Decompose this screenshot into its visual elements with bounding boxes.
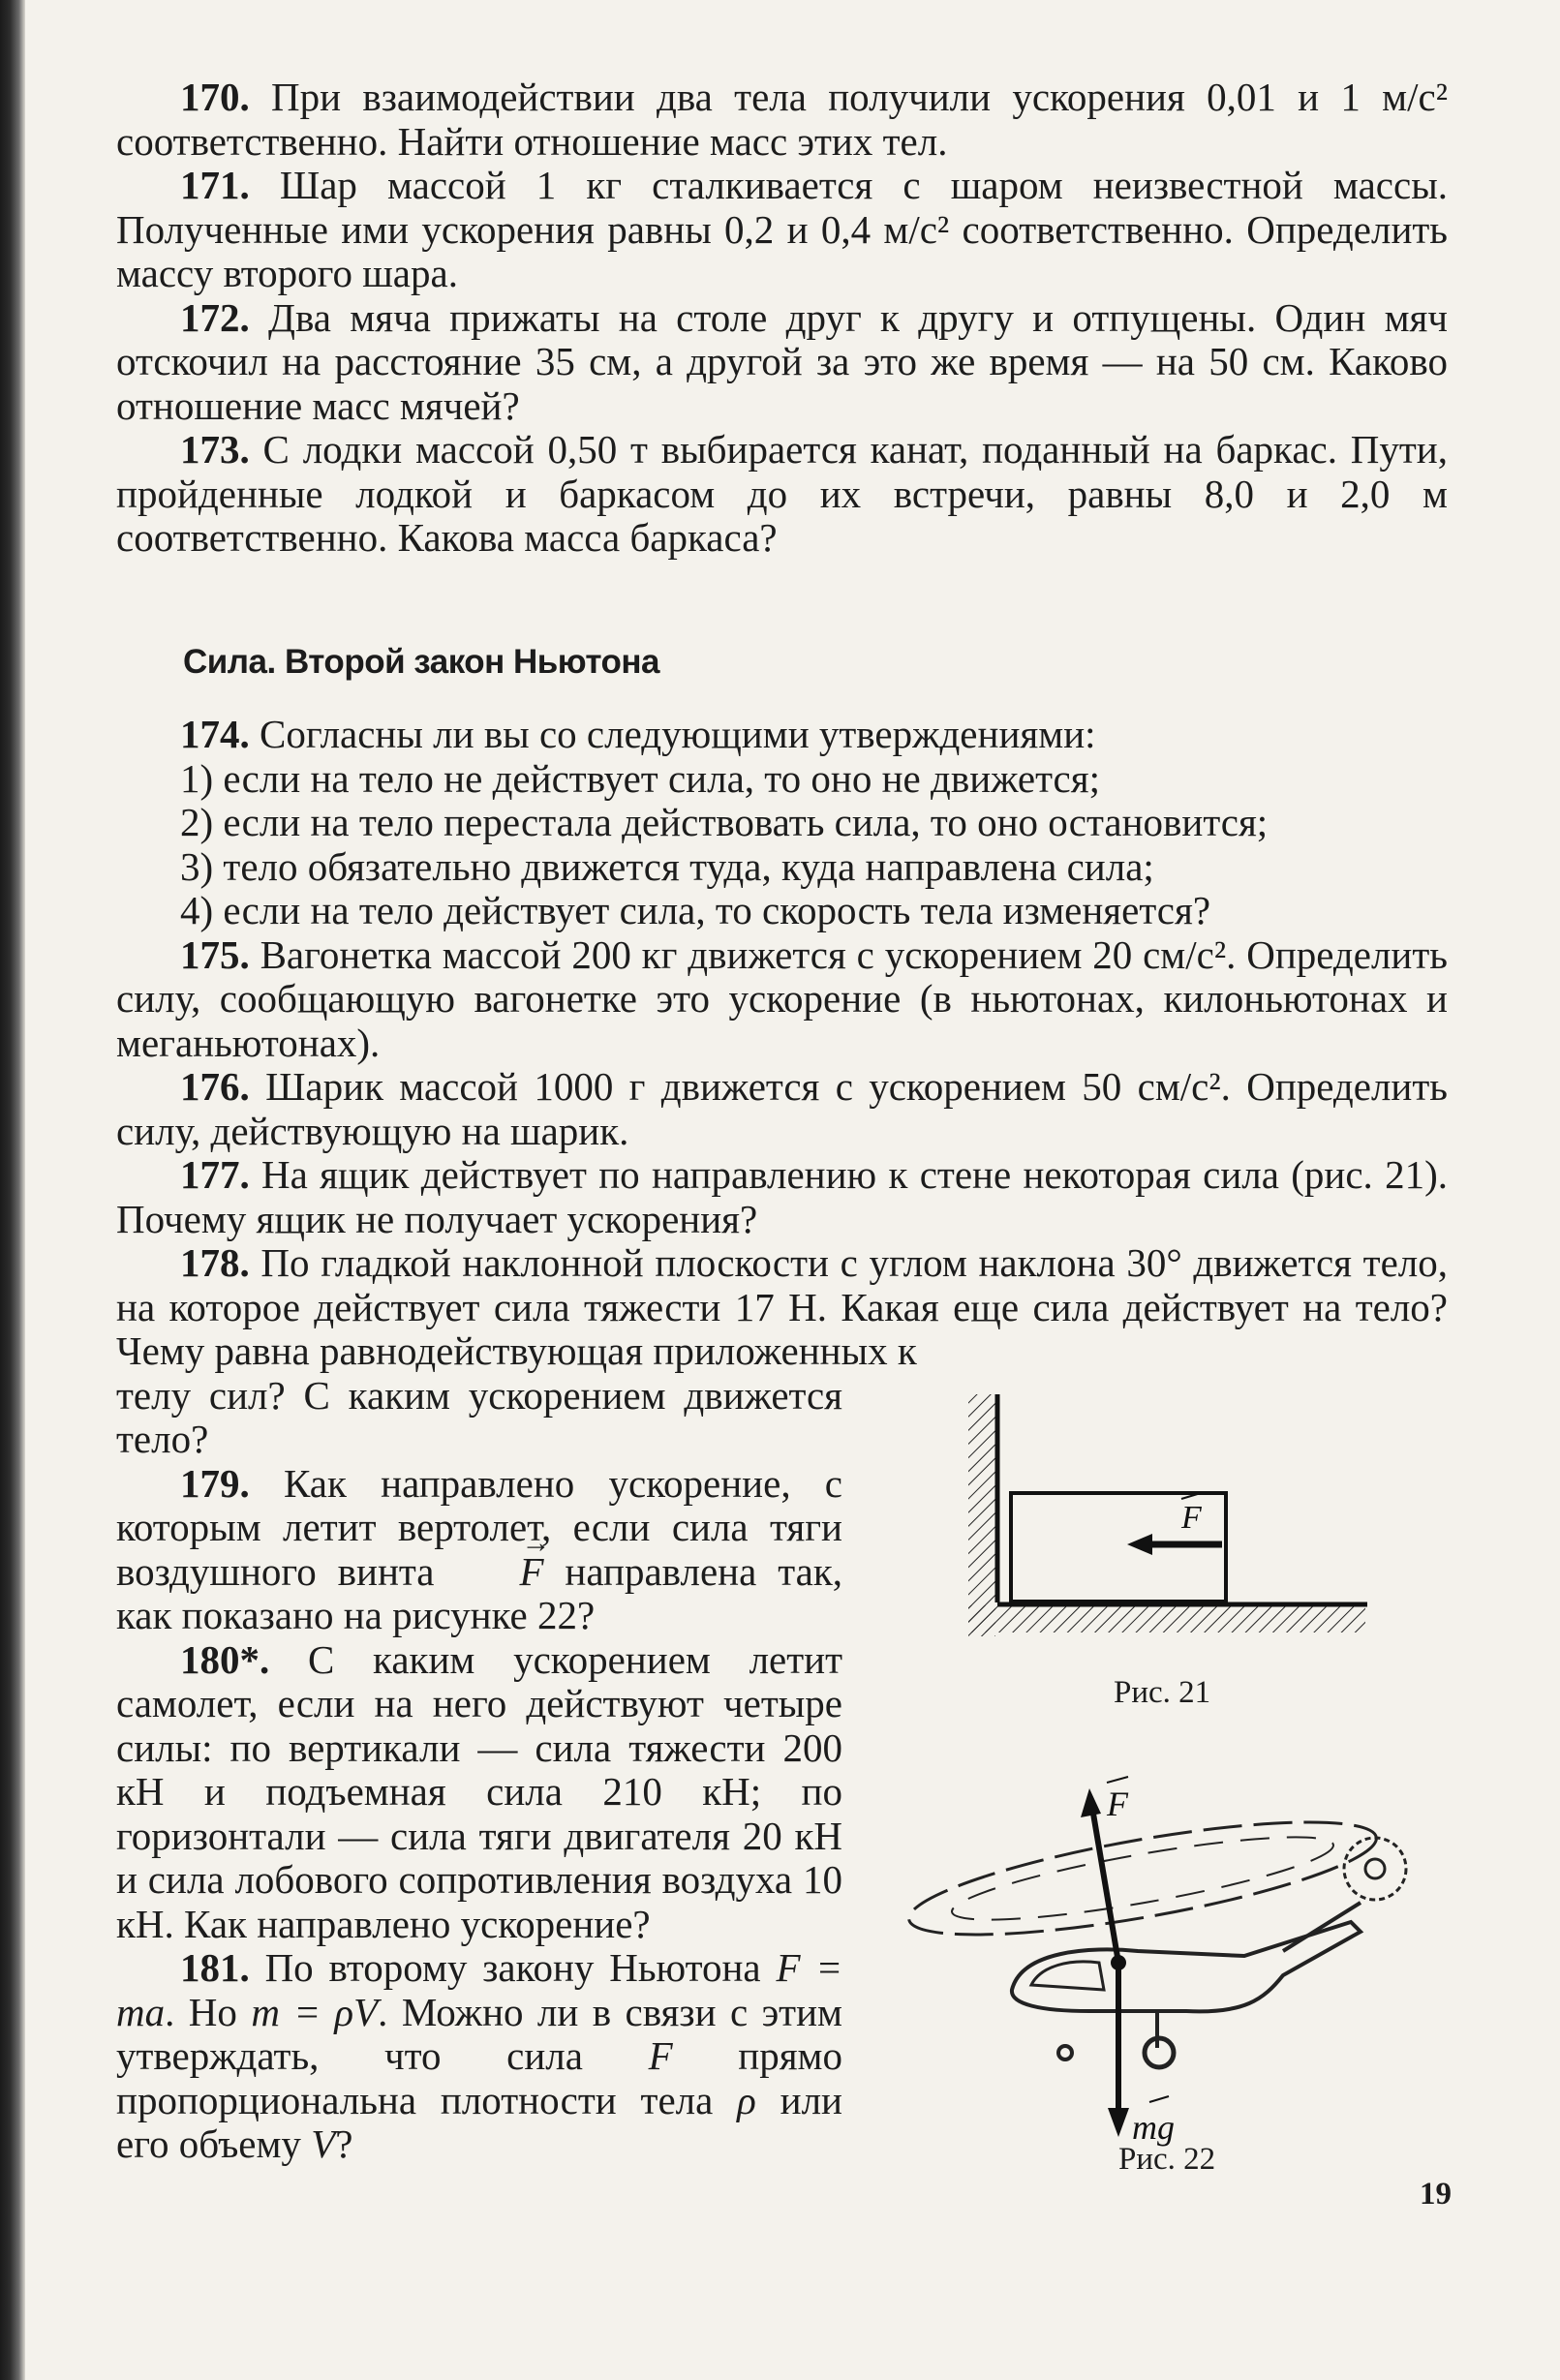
problem-174-item: 2) если на тело перестала действовать сила, то оно остановится;: [180, 800, 1269, 844]
tail-rotor-hub: [1365, 1859, 1385, 1878]
figure-21-caption: Рис. 21: [1114, 1675, 1211, 1710]
figure-22: [896, 1757, 1477, 2174]
floor-hatching: [968, 1605, 1365, 1632]
tail-rotor: [1344, 1838, 1406, 1900]
force-vector-symbol: → F: [455, 1550, 543, 1595]
problem-172: 172. Два мяча прижаты на столе друг к другу и отпущены. Один мяч отскочил на расстояние 35 см, а другой за это же время — на 50 см. Каково отношение масс мячей?: [116, 294, 1448, 428]
problem-176: 176. Шарик массой 1000 г движется с ускорением 50 см/с². Определить силу, действующую на шарик.: [116, 1064, 1448, 1153]
force-arrowhead: [1127, 1534, 1152, 1555]
problem-174: 174. Согласны ли вы со следующими утверждениями:: [180, 712, 1096, 756]
wall-hatching: [968, 1394, 995, 1636]
problem-173: 173. С лодки массой 0,50 т выбирается канат, поданный на баркас. Пути, пройденные лодкой и баркасом до их встречи, равны 8,0 и 2,0 м соответственно. Какова масса баркаса?: [116, 427, 1448, 560]
tail-boom: [1283, 1903, 1361, 1951]
force-label: F: [1181, 1500, 1202, 1536]
gravity-label: mg: [1132, 2108, 1175, 2147]
problem-170: 170. При взаимодействии два тела получили ускорения 0,01 и 1 м/с² соответственно. Найти отношение масс этих тел.: [116, 75, 1448, 164]
thrust-vector: [1092, 1808, 1118, 1963]
thrust-label: F: [1107, 1785, 1128, 1823]
figure-21: [959, 1385, 1385, 1656]
problem-174-item: 3) тело обязательно движется туда, куда направлена сила;: [180, 843, 1154, 889]
problem-180: 180*. С каким ускорением летит самолет, если на него действуют четыре силы: по вертикали — сила тяжести 200 кН и подъемная сила 210 кН; по горизонтали — сила тяги двигателя 20 кН и сила лобового сопротивления воздуха 10 кН. Как направлено ускорение?: [116, 1636, 842, 1946]
section-heading: Сила. Второй закон Ньютона: [183, 642, 659, 681]
gravity-label-bar: [1149, 2096, 1169, 2102]
cockpit: [1031, 1962, 1104, 1990]
problem-178-continued: телу сил? С каким ускорением движется тело?: [116, 1372, 842, 1461]
problem-178: 178. По гладкой наклонной плоскости с углом наклона 30° движется тело, на которое действует сила тяжести 17 Н. Какая еще сила действует на тело? Чему равна равнодействующая приложенных к: [116, 1240, 1448, 1373]
problem-174-item: 4) если на тело действует сила, то скорость тела изменяется?: [180, 888, 1211, 932]
wheel-front: [1058, 2046, 1072, 2060]
page-number: 19: [1420, 2177, 1452, 2212]
thrust-label-bar: [1107, 1777, 1128, 1783]
problem-171: 171. Шар массой 1 кг сталкивается с шаром неизвестной массы. Полученные ими ускорения равны 0,2 и 0,4 м/с² соответственно. Определить массу второго шара.: [116, 163, 1448, 295]
problem-174-item: 1) если на тело не действует сила, то оно не движется;: [180, 755, 1100, 801]
problem-177: 177. На ящик действует по направлению к стене некоторая сила (рис. 21). Почему ящик не получает ускорения?: [116, 1152, 1448, 1241]
book-binding-shadow: [0, 0, 25, 2380]
figure-22-caption: Рис. 22: [1118, 2142, 1216, 2177]
problem-179: 179. Как направлено ускорение, с которым летит вертолет, если сила тяги воздушного винта → F направлена так, как показано на рисунке 22?: [116, 1462, 842, 1638]
thrust-arrowhead: [1081, 1788, 1101, 1817]
problem-175: 175. Вагонетка массой 200 кг движется с ускорением 20 см/с². Определить силу, сообщающую вагонетке это ускорение (в ньютонах, килоньютонах и меганьютонах).: [116, 931, 1448, 1065]
gravity-arrowhead: [1108, 2108, 1129, 2137]
problem-181: 181. По второму закону Ньютона F = ma. Но m = ρV. Можно ли в связи с этим утверждать, что сила F прямо пропорциональна плотности тела ρ или его объему V?: [116, 1945, 843, 2166]
